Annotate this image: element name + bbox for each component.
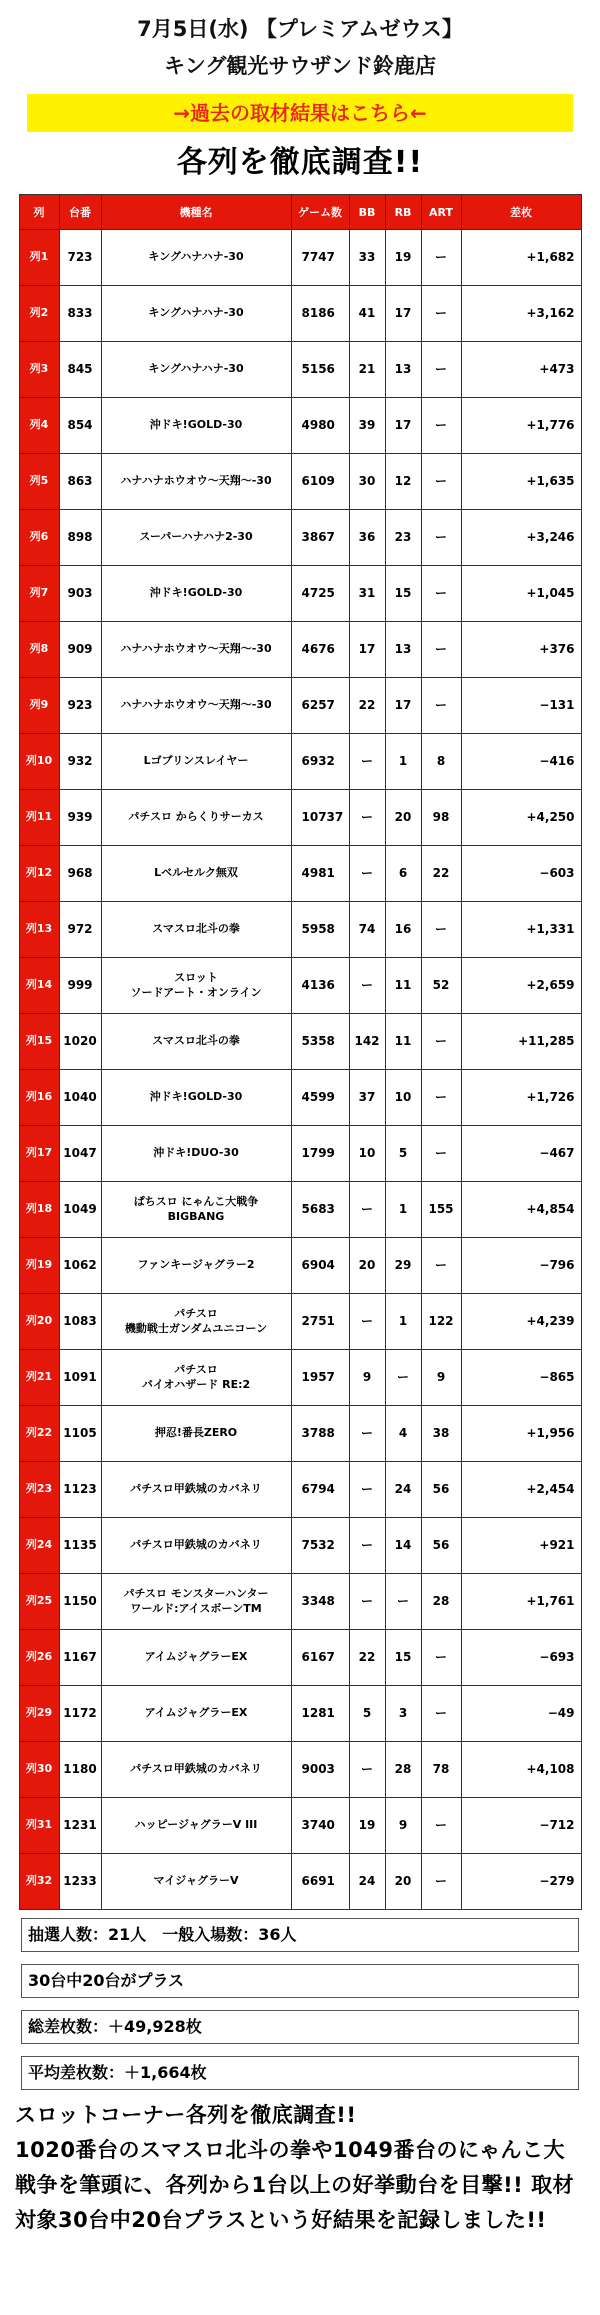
table-row <box>19 1574 581 1630</box>
cell-daiban: 1231 <box>59 1798 101 1854</box>
cell-machine-name: キングハナハナ-30 <box>101 342 291 398</box>
cell-rb: 12 <box>385 454 421 510</box>
cell-diff: +11,285 <box>461 1014 581 1070</box>
cell-machine-name: パチスロ甲鉄城のカバネリ <box>101 1742 291 1798</box>
cell-retsu: 列13 <box>19 902 59 958</box>
cell-bb: 5 <box>349 1686 385 1742</box>
cell-bb: 39 <box>349 398 385 454</box>
cell-rb: 17 <box>385 398 421 454</box>
past-results-link[interactable]: →過去の取材結果はこちら← <box>27 94 573 132</box>
table-row <box>19 1182 581 1238</box>
cell-diff: −603 <box>461 846 581 902</box>
cell-diff: +4,108 <box>461 1742 581 1798</box>
cell-games: 1281 <box>291 1686 349 1742</box>
cell-games: 4136 <box>291 958 349 1014</box>
cell-games: 7747 <box>291 230 349 286</box>
cell-games: 3788 <box>291 1406 349 1462</box>
cell-art: 9 <box>421 1350 461 1406</box>
table-row <box>19 1630 581 1686</box>
cell-diff: −279 <box>461 1854 581 1910</box>
table-row <box>19 1014 581 1070</box>
cell-daiban: 1150 <box>59 1574 101 1630</box>
cell-machine-name: マイジャグラーV <box>101 1854 291 1910</box>
cell-rb: 1 <box>385 734 421 790</box>
cell-diff: +4,250 <box>461 790 581 846</box>
cell-retsu: 列30 <box>19 1742 59 1798</box>
cell-bb: 142 <box>349 1014 385 1070</box>
cell-art: ー <box>421 902 461 958</box>
cell-rb: 6 <box>385 846 421 902</box>
cell-games: 6257 <box>291 678 349 734</box>
cell-rb: 28 <box>385 1742 421 1798</box>
cell-daiban: 1123 <box>59 1462 101 1518</box>
cell-retsu: 列24 <box>19 1518 59 1574</box>
cell-machine-name: パチスロ甲鉄城のカバネリ <box>101 1518 291 1574</box>
cell-bb: 31 <box>349 566 385 622</box>
cell-retsu: 列25 <box>19 1574 59 1630</box>
cell-rb: 29 <box>385 1238 421 1294</box>
cell-games: 7532 <box>291 1518 349 1574</box>
cell-diff: −865 <box>461 1350 581 1406</box>
cell-rb: 5 <box>385 1126 421 1182</box>
attendance-summary: 抽選人数：21人 一般入場数：36人 <box>21 1918 579 1952</box>
cell-daiban: 723 <box>59 230 101 286</box>
header-diff: 差枚 <box>461 195 581 230</box>
cell-machine-name: 沖ドキ!GOLD-30 <box>101 398 291 454</box>
table-row <box>19 622 581 678</box>
cell-machine-name: パチスロ からくりサーカス <box>101 790 291 846</box>
cell-diff: +376 <box>461 622 581 678</box>
cell-art: ー <box>421 1126 461 1182</box>
cell-games: 6932 <box>291 734 349 790</box>
cell-daiban: 1040 <box>59 1070 101 1126</box>
cell-retsu: 列12 <box>19 846 59 902</box>
cell-diff: −467 <box>461 1126 581 1182</box>
cell-art: 28 <box>421 1574 461 1630</box>
total-diff-summary: 総差枚数：＋49,928枚 <box>21 2010 579 2044</box>
table-row <box>19 1518 581 1574</box>
cell-diff: +1,761 <box>461 1574 581 1630</box>
header-art: ART <box>421 195 461 230</box>
cell-art: ー <box>421 342 461 398</box>
cell-retsu: 列16 <box>19 1070 59 1126</box>
cell-rb: 13 <box>385 342 421 398</box>
cell-diff: +3,162 <box>461 286 581 342</box>
table-row <box>19 902 581 958</box>
cell-retsu: 列7 <box>19 566 59 622</box>
table-row <box>19 958 581 1014</box>
cell-machine-name: ハッピージャグラーV III <box>101 1798 291 1854</box>
cell-bb: 24 <box>349 1854 385 1910</box>
cell-games: 6109 <box>291 454 349 510</box>
table-row <box>19 1238 581 1294</box>
cell-games: 6691 <box>291 1854 349 1910</box>
cell-retsu: 列6 <box>19 510 59 566</box>
cell-games: 4676 <box>291 622 349 678</box>
cell-games: 4980 <box>291 398 349 454</box>
cell-games: 4981 <box>291 846 349 902</box>
cell-games: 1799 <box>291 1126 349 1182</box>
cell-rb: 20 <box>385 790 421 846</box>
cell-retsu: 列29 <box>19 1686 59 1742</box>
cell-bb: 21 <box>349 342 385 398</box>
cell-art: 98 <box>421 790 461 846</box>
cell-machine-name: ファンキージャグラー2 <box>101 1238 291 1294</box>
table-row <box>19 1686 581 1742</box>
cell-retsu: 列19 <box>19 1238 59 1294</box>
cell-bb: ー <box>349 790 385 846</box>
header-daiban: 台番 <box>59 195 101 230</box>
cell-machine-name: スロット ソードアート・オンライン <box>101 958 291 1014</box>
cell-art: 8 <box>421 734 461 790</box>
table-row <box>19 1070 581 1126</box>
cell-art: ー <box>421 1070 461 1126</box>
cell-machine-name: キングハナハナ-30 <box>101 230 291 286</box>
cell-rb: 13 <box>385 622 421 678</box>
cell-art: ー <box>421 678 461 734</box>
cell-art: ー <box>421 510 461 566</box>
cell-diff: +473 <box>461 342 581 398</box>
cell-games: 4599 <box>291 1070 349 1126</box>
cell-retsu: 列23 <box>19 1462 59 1518</box>
store-name: キング観光サウザンド鈴鹿店 <box>164 54 436 78</box>
commentary-line-1: スロットコーナー各列を徹底調査!! <box>15 2103 357 2127</box>
cell-daiban: 1020 <box>59 1014 101 1070</box>
cell-daiban: 903 <box>59 566 101 622</box>
commentary <box>15 2098 585 2238</box>
cell-daiban: 1135 <box>59 1518 101 1574</box>
cell-rb: 20 <box>385 1854 421 1910</box>
cell-rb: ー <box>385 1574 421 1630</box>
cell-machine-name: ぱちスロ にゃんこ大戦争 BIGBANG <box>101 1182 291 1238</box>
cell-daiban: 1083 <box>59 1294 101 1350</box>
cell-machine-name: 沖ドキ!GOLD-30 <box>101 1070 291 1126</box>
table-row <box>19 678 581 734</box>
cell-bb: ー <box>349 1182 385 1238</box>
table-row <box>19 790 581 846</box>
table-row <box>19 1462 581 1518</box>
cell-art: ー <box>421 1630 461 1686</box>
cell-art: 52 <box>421 958 461 1014</box>
cell-rb: 4 <box>385 1406 421 1462</box>
cell-art: ー <box>421 1854 461 1910</box>
cell-rb: 15 <box>385 566 421 622</box>
cell-rb: 3 <box>385 1686 421 1742</box>
cell-daiban: 968 <box>59 846 101 902</box>
cell-rb: ー <box>385 1350 421 1406</box>
cell-bb: ー <box>349 1742 385 1798</box>
cell-games: 3740 <box>291 1798 349 1854</box>
cell-games: 6167 <box>291 1630 349 1686</box>
cell-bb: 19 <box>349 1798 385 1854</box>
cell-rb: 24 <box>385 1462 421 1518</box>
header-machine: 機種名 <box>101 195 291 230</box>
table-row <box>19 734 581 790</box>
survey-heading: 各列を徹底調査!! <box>176 145 424 180</box>
cell-diff: +1,726 <box>461 1070 581 1126</box>
cell-daiban: 1233 <box>59 1854 101 1910</box>
cell-art: 38 <box>421 1406 461 1462</box>
cell-machine-name: ハナハナホウオウ〜天翔〜-30 <box>101 622 291 678</box>
cell-bb: ー <box>349 734 385 790</box>
cell-games: 1957 <box>291 1350 349 1406</box>
cell-diff: −796 <box>461 1238 581 1294</box>
cell-retsu: 列11 <box>19 790 59 846</box>
cell-machine-name: 押忍!番長ZERO <box>101 1406 291 1462</box>
table-row <box>19 398 581 454</box>
cell-art: ー <box>421 622 461 678</box>
cell-bb: ー <box>349 1294 385 1350</box>
table-header-row <box>19 195 581 230</box>
average-diff-summary: 平均差枚数：＋1,664枚 <box>21 2056 579 2090</box>
cell-retsu: 列4 <box>19 398 59 454</box>
cell-bb: 37 <box>349 1070 385 1126</box>
table-row <box>19 1406 581 1462</box>
cell-bb: 17 <box>349 622 385 678</box>
cell-machine-name: Lベルセルク無双 <box>101 846 291 902</box>
event-date-title: 7月5日(水) 【プレミアムゼウス】 <box>137 17 463 41</box>
cell-rb: 16 <box>385 902 421 958</box>
cell-games: 3348 <box>291 1574 349 1630</box>
cell-bb: 10 <box>349 1126 385 1182</box>
cell-bb: ー <box>349 1518 385 1574</box>
cell-daiban: 1062 <box>59 1238 101 1294</box>
cell-daiban: 972 <box>59 902 101 958</box>
cell-games: 5683 <box>291 1182 349 1238</box>
cell-rb: 19 <box>385 230 421 286</box>
cell-machine-name: パチスロ モンスターハンター ワールド:アイスボーンTM <box>101 1574 291 1630</box>
cell-bb: 41 <box>349 286 385 342</box>
cell-daiban: 939 <box>59 790 101 846</box>
cell-art: ー <box>421 230 461 286</box>
cell-diff: −131 <box>461 678 581 734</box>
cell-retsu: 列18 <box>19 1182 59 1238</box>
header-bb: BB <box>349 195 385 230</box>
cell-machine-name: 沖ドキ!GOLD-30 <box>101 566 291 622</box>
table-row <box>19 1854 581 1910</box>
cell-diff: +1,045 <box>461 566 581 622</box>
cell-games: 6794 <box>291 1462 349 1518</box>
cell-bb: ー <box>349 1574 385 1630</box>
cell-retsu: 列17 <box>19 1126 59 1182</box>
cell-rb: 9 <box>385 1798 421 1854</box>
cell-games: 5358 <box>291 1014 349 1070</box>
table-row <box>19 454 581 510</box>
cell-bb: ー <box>349 1462 385 1518</box>
summary-section <box>0 1910 600 2090</box>
table-row <box>19 566 581 622</box>
cell-bb: 30 <box>349 454 385 510</box>
cell-rb: 23 <box>385 510 421 566</box>
cell-art: ー <box>421 1014 461 1070</box>
cell-diff: +921 <box>461 1518 581 1574</box>
cell-rb: 10 <box>385 1070 421 1126</box>
cell-art: ー <box>421 1238 461 1294</box>
cell-bb: 36 <box>349 510 385 566</box>
cell-diff: +4,854 <box>461 1182 581 1238</box>
cell-retsu: 列32 <box>19 1854 59 1910</box>
table-row <box>19 1798 581 1854</box>
cell-retsu: 列14 <box>19 958 59 1014</box>
cell-daiban: 854 <box>59 398 101 454</box>
cell-retsu: 列9 <box>19 678 59 734</box>
cell-games: 4725 <box>291 566 349 622</box>
cell-diff: +1,956 <box>461 1406 581 1462</box>
cell-daiban: 1047 <box>59 1126 101 1182</box>
cell-daiban: 863 <box>59 454 101 510</box>
cell-rb: 11 <box>385 958 421 1014</box>
cell-daiban: 1167 <box>59 1630 101 1686</box>
cell-machine-name: スマスロ北斗の拳 <box>101 902 291 958</box>
cell-art: ー <box>421 398 461 454</box>
table-row <box>19 1294 581 1350</box>
cell-diff: −693 <box>461 1630 581 1686</box>
cell-diff: +1,331 <box>461 902 581 958</box>
cell-art: ー <box>421 1686 461 1742</box>
cell-daiban: 1180 <box>59 1742 101 1798</box>
cell-rb: 11 <box>385 1014 421 1070</box>
cell-retsu: 列21 <box>19 1350 59 1406</box>
cell-diff: −49 <box>461 1686 581 1742</box>
results-table <box>19 194 582 1910</box>
header-games: ゲーム数 <box>291 195 349 230</box>
cell-games: 8186 <box>291 286 349 342</box>
cell-games: 2751 <box>291 1294 349 1350</box>
plus-count-summary: 30台中20台がプラス <box>21 1964 579 1998</box>
header-rb: RB <box>385 195 421 230</box>
cell-machine-name: パチスロ バイオハザード RE:2 <box>101 1350 291 1406</box>
cell-retsu: 列22 <box>19 1406 59 1462</box>
cell-machine-name: 沖ドキ!DUO-30 <box>101 1126 291 1182</box>
cell-rb: 14 <box>385 1518 421 1574</box>
table-row <box>19 1126 581 1182</box>
cell-retsu: 列1 <box>19 230 59 286</box>
cell-machine-name: ハナハナホウオウ〜天翔〜-30 <box>101 678 291 734</box>
cell-diff: +1,682 <box>461 230 581 286</box>
cell-bb: 22 <box>349 678 385 734</box>
table-row <box>19 510 581 566</box>
cell-rb: 1 <box>385 1294 421 1350</box>
cell-diff: +2,659 <box>461 958 581 1014</box>
results-body <box>19 230 581 1910</box>
cell-bb: 22 <box>349 1630 385 1686</box>
cell-daiban: 1091 <box>59 1350 101 1406</box>
cell-machine-name: スーパーハナハナ2-30 <box>101 510 291 566</box>
cell-diff: +4,239 <box>461 1294 581 1350</box>
cell-rb: 17 <box>385 286 421 342</box>
header-retsu: 列 <box>19 195 59 230</box>
table-row <box>19 1742 581 1798</box>
cell-daiban: 923 <box>59 678 101 734</box>
cell-games: 10737 <box>291 790 349 846</box>
cell-daiban: 999 <box>59 958 101 1014</box>
cell-bb: 33 <box>349 230 385 286</box>
cell-retsu: 列15 <box>19 1014 59 1070</box>
cell-machine-name: Lゴブリンスレイヤー <box>101 734 291 790</box>
cell-bb: 74 <box>349 902 385 958</box>
cell-bb: ー <box>349 1406 385 1462</box>
cell-retsu: 列2 <box>19 286 59 342</box>
cell-daiban: 833 <box>59 286 101 342</box>
cell-retsu: 列5 <box>19 454 59 510</box>
table-row <box>19 230 581 286</box>
cell-art: ー <box>421 286 461 342</box>
cell-art: ー <box>421 454 461 510</box>
cell-art: 56 <box>421 1462 461 1518</box>
cell-daiban: 932 <box>59 734 101 790</box>
cell-rb: 15 <box>385 1630 421 1686</box>
cell-daiban: 845 <box>59 342 101 398</box>
cell-diff: +1,776 <box>461 398 581 454</box>
cell-diff: +1,635 <box>461 454 581 510</box>
cell-games: 5958 <box>291 902 349 958</box>
cell-machine-name: アイムジャグラーEX <box>101 1630 291 1686</box>
cell-daiban: 898 <box>59 510 101 566</box>
cell-art: ー <box>421 566 461 622</box>
cell-machine-name: スマスロ北斗の拳 <box>101 1014 291 1070</box>
cell-bb: ー <box>349 958 385 1014</box>
cell-machine-name: パチスロ 機動戦士ガンダムユニコーン <box>101 1294 291 1350</box>
table-row <box>19 846 581 902</box>
commentary-line-2: 1020番台のスマスロ北斗の拳や1049番台のにゃんこ大戦争を筆頭に、各列から1台以上の好挙動台を目撃!! 取材対象30台中20台プラスという好結果を記録しました!! <box>15 2138 575 2232</box>
cell-retsu: 列26 <box>19 1630 59 1686</box>
cell-retsu: 列10 <box>19 734 59 790</box>
cell-art: 155 <box>421 1182 461 1238</box>
cell-bb: ー <box>349 846 385 902</box>
cell-daiban: 1105 <box>59 1406 101 1462</box>
cell-games: 6904 <box>291 1238 349 1294</box>
table-row <box>19 1350 581 1406</box>
cell-machine-name: キングハナハナ-30 <box>101 286 291 342</box>
cell-retsu: 列31 <box>19 1798 59 1854</box>
cell-art: ー <box>421 1798 461 1854</box>
cell-games: 9003 <box>291 1742 349 1798</box>
cell-machine-name: ハナハナホウオウ〜天翔〜-30 <box>101 454 291 510</box>
cell-machine-name: アイムジャグラーEX <box>101 1686 291 1742</box>
cell-daiban: 1049 <box>59 1182 101 1238</box>
cell-diff: −416 <box>461 734 581 790</box>
cell-daiban: 1172 <box>59 1686 101 1742</box>
cell-rb: 17 <box>385 678 421 734</box>
cell-art: 78 <box>421 1742 461 1798</box>
cell-bb: 20 <box>349 1238 385 1294</box>
cell-games: 5156 <box>291 342 349 398</box>
cell-diff: +2,454 <box>461 1462 581 1518</box>
cell-rb: 1 <box>385 1182 421 1238</box>
cell-art: 56 <box>421 1518 461 1574</box>
cell-diff: −712 <box>461 1798 581 1854</box>
cell-retsu: 列20 <box>19 1294 59 1350</box>
cell-retsu: 列3 <box>19 342 59 398</box>
cell-machine-name: パチスロ甲鉄城のカバネリ <box>101 1462 291 1518</box>
table-row <box>19 286 581 342</box>
cell-art: 22 <box>421 846 461 902</box>
cell-retsu: 列8 <box>19 622 59 678</box>
cell-art: 122 <box>421 1294 461 1350</box>
cell-diff: +3,246 <box>461 510 581 566</box>
table-row <box>19 342 581 398</box>
cell-games: 3867 <box>291 510 349 566</box>
cell-bb: 9 <box>349 1350 385 1406</box>
cell-daiban: 909 <box>59 622 101 678</box>
